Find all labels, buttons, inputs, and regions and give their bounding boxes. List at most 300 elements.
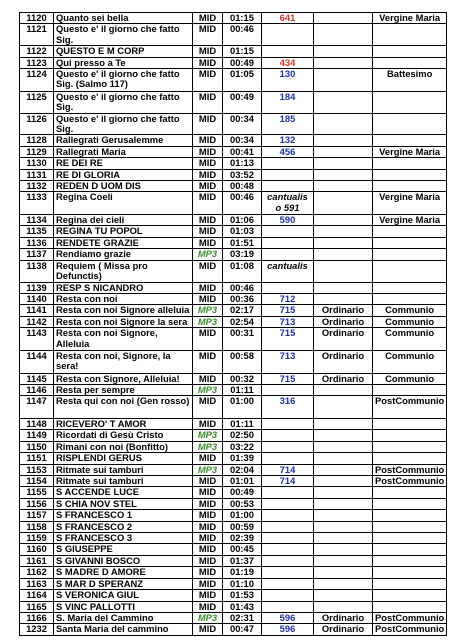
table-row bbox=[20, 384, 447, 395]
row-code: 1154 bbox=[20, 476, 54, 487]
row-number bbox=[262, 590, 314, 601]
row-duration: 00:41 bbox=[223, 146, 262, 157]
row-liturgy bbox=[373, 46, 447, 57]
table-row bbox=[20, 555, 447, 566]
row-category: Ordinario bbox=[314, 305, 373, 316]
row-title: Questo e' il giorno che fatto Sig. bbox=[54, 113, 193, 135]
row-duration: 01:15 bbox=[223, 46, 262, 57]
row-code: 1139 bbox=[20, 282, 54, 293]
row-liturgy bbox=[373, 441, 447, 452]
row-category bbox=[314, 158, 373, 169]
row-code: 1126 bbox=[20, 113, 54, 135]
table-row bbox=[20, 237, 447, 248]
table-row bbox=[20, 624, 447, 635]
row-number: 712 bbox=[262, 293, 314, 304]
row-type: MID bbox=[193, 521, 223, 532]
row-liturgy: Communio bbox=[373, 373, 447, 384]
row-title: QUESTO E M CORP bbox=[54, 46, 193, 57]
row-liturgy bbox=[373, 384, 447, 395]
row-type: MID bbox=[193, 113, 223, 135]
row-liturgy bbox=[373, 135, 447, 146]
row-type: MID bbox=[193, 373, 223, 384]
row-title: Questo e' il giorno che fatto Sig. bbox=[54, 91, 193, 113]
row-duration: 00:31 bbox=[223, 328, 262, 351]
row-duration: 01:01 bbox=[223, 476, 262, 487]
row-type: MID bbox=[193, 237, 223, 248]
row-category bbox=[314, 180, 373, 191]
row-code: 1164 bbox=[20, 590, 54, 601]
row-code: 1162 bbox=[20, 567, 54, 578]
row-liturgy bbox=[373, 510, 447, 521]
row-liturgy bbox=[373, 498, 447, 509]
row-code: 1165 bbox=[20, 601, 54, 612]
row-category bbox=[314, 521, 373, 532]
row-liturgy bbox=[373, 113, 447, 135]
row-type: MID bbox=[193, 601, 223, 612]
table-row bbox=[20, 57, 447, 68]
row-title: REGINA TU POPOL bbox=[54, 226, 193, 237]
row-number bbox=[262, 384, 314, 395]
song-rows bbox=[20, 13, 447, 636]
row-code: 1140 bbox=[20, 293, 54, 304]
row-title: Rallegrati Maria bbox=[54, 146, 193, 157]
row-number bbox=[262, 578, 314, 589]
row-title: Requiem ( Missa pro Defunctis) bbox=[54, 260, 193, 282]
row-duration: 00:34 bbox=[223, 113, 262, 135]
row-duration: 00:36 bbox=[223, 293, 262, 304]
row-category bbox=[314, 192, 373, 215]
row-liturgy bbox=[373, 578, 447, 589]
row-title: Regina Coeli bbox=[54, 192, 193, 215]
table-row bbox=[20, 169, 447, 180]
row-category bbox=[314, 578, 373, 589]
row-title: Qui presso a Te bbox=[54, 57, 193, 68]
row-title: S VINC PALLOTTI bbox=[54, 601, 193, 612]
row-title: RESP S NICANDRO bbox=[54, 282, 193, 293]
table-row bbox=[20, 464, 447, 475]
row-number: 715 bbox=[262, 373, 314, 384]
table-row bbox=[20, 180, 447, 191]
row-category bbox=[314, 91, 373, 113]
row-code: 1161 bbox=[20, 555, 54, 566]
row-duration: 02:50 bbox=[223, 430, 262, 441]
row-number bbox=[262, 158, 314, 169]
table-row bbox=[20, 510, 447, 521]
table-row bbox=[20, 453, 447, 464]
table-row bbox=[20, 487, 447, 498]
row-title: Resta per sempre bbox=[54, 384, 193, 395]
row-liturgy bbox=[373, 293, 447, 304]
row-code: 1158 bbox=[20, 521, 54, 532]
row-title: Resta qui con noi (Gen rosso) bbox=[54, 396, 193, 419]
row-liturgy: Communio bbox=[373, 305, 447, 316]
row-category bbox=[314, 533, 373, 544]
row-code: 1132 bbox=[20, 180, 54, 191]
row-number: 714 bbox=[262, 476, 314, 487]
row-duration: 00:46 bbox=[223, 282, 262, 293]
row-liturgy bbox=[373, 282, 447, 293]
row-duration: 01:15 bbox=[223, 13, 262, 24]
row-duration: 01:11 bbox=[223, 384, 262, 395]
row-title: RISPLENDI GERUS bbox=[54, 453, 193, 464]
row-title: S ACCENDE LUCE bbox=[54, 487, 193, 498]
row-code: 1159 bbox=[20, 533, 54, 544]
row-duration: 00:49 bbox=[223, 91, 262, 113]
table-row bbox=[20, 215, 447, 226]
row-number bbox=[262, 237, 314, 248]
row-duration: 00:53 bbox=[223, 498, 262, 509]
row-code: 1130 bbox=[20, 158, 54, 169]
row-category bbox=[314, 57, 373, 68]
row-duration: 02:17 bbox=[223, 305, 262, 316]
row-duration: 01:13 bbox=[223, 158, 262, 169]
row-category bbox=[314, 282, 373, 293]
row-duration: 01:10 bbox=[223, 578, 262, 589]
row-number bbox=[262, 521, 314, 532]
row-duration: 02:54 bbox=[223, 316, 262, 327]
row-number bbox=[262, 282, 314, 293]
row-category bbox=[314, 169, 373, 180]
row-duration: 02:04 bbox=[223, 464, 262, 475]
table-row bbox=[20, 441, 447, 452]
row-code: 1156 bbox=[20, 498, 54, 509]
row-duration: 00:49 bbox=[223, 487, 262, 498]
row-code: 1142 bbox=[20, 316, 54, 327]
row-type: MID bbox=[193, 419, 223, 430]
row-type: MID bbox=[193, 293, 223, 304]
row-number: 715 bbox=[262, 328, 314, 351]
row-title: REDEN D UOM DIS bbox=[54, 180, 193, 191]
row-liturgy bbox=[373, 555, 447, 566]
row-number bbox=[262, 510, 314, 521]
row-type: MP3 bbox=[193, 612, 223, 623]
row-liturgy bbox=[373, 260, 447, 282]
row-category bbox=[314, 510, 373, 521]
row-liturgy bbox=[373, 487, 447, 498]
row-liturgy bbox=[373, 521, 447, 532]
row-number bbox=[262, 430, 314, 441]
table-row bbox=[20, 46, 447, 57]
table-row bbox=[20, 476, 447, 487]
row-code: 1148 bbox=[20, 419, 54, 430]
row-number: 316 bbox=[262, 396, 314, 419]
row-code: 1137 bbox=[20, 249, 54, 260]
row-type: MID bbox=[193, 169, 223, 180]
row-category bbox=[314, 215, 373, 226]
table-row bbox=[20, 249, 447, 260]
row-liturgy bbox=[373, 91, 447, 113]
row-liturgy: Communio bbox=[373, 328, 447, 351]
row-duration: 01:00 bbox=[223, 396, 262, 419]
row-code: 1124 bbox=[20, 69, 54, 92]
table-row bbox=[20, 91, 447, 113]
row-liturgy: Communio bbox=[373, 316, 447, 327]
row-title: Quanto sei bella bbox=[54, 13, 193, 24]
row-duration: 01:19 bbox=[223, 567, 262, 578]
row-category bbox=[314, 464, 373, 475]
row-title: S MAR D SPERANZ bbox=[54, 578, 193, 589]
table-row bbox=[20, 282, 447, 293]
row-liturgy: Vergine Maria bbox=[373, 13, 447, 24]
table-row bbox=[20, 192, 447, 215]
row-liturgy bbox=[373, 237, 447, 248]
row-type: MID bbox=[193, 215, 223, 226]
row-liturgy: PostCommunio bbox=[373, 396, 447, 419]
row-code: 1163 bbox=[20, 578, 54, 589]
table-row bbox=[20, 69, 447, 92]
row-code: 1145 bbox=[20, 373, 54, 384]
row-number: 714 bbox=[262, 464, 314, 475]
table-row bbox=[20, 601, 447, 612]
row-type: MP3 bbox=[193, 316, 223, 327]
row-title: Resta con noi Signore alleluia bbox=[54, 305, 193, 316]
row-code: 1128 bbox=[20, 135, 54, 146]
table-row bbox=[20, 328, 447, 351]
row-title: Rendiamo grazie bbox=[54, 249, 193, 260]
row-number: 713 bbox=[262, 316, 314, 327]
row-category bbox=[314, 544, 373, 555]
row-title: Rimani con noi (Bonfitto) bbox=[54, 441, 193, 452]
row-title: Ritmate sui tamburi bbox=[54, 476, 193, 487]
row-category: Ordinario bbox=[314, 316, 373, 327]
row-liturgy bbox=[373, 544, 447, 555]
row-code: 1123 bbox=[20, 57, 54, 68]
row-type: MID bbox=[193, 91, 223, 113]
row-category bbox=[314, 237, 373, 248]
row-type: MID bbox=[193, 24, 223, 46]
row-type: MID bbox=[193, 180, 223, 191]
row-duration: 00:46 bbox=[223, 24, 262, 46]
table-row bbox=[20, 226, 447, 237]
row-category bbox=[314, 260, 373, 282]
row-number bbox=[262, 567, 314, 578]
row-number bbox=[262, 601, 314, 612]
row-duration: 00:59 bbox=[223, 521, 262, 532]
row-category bbox=[314, 146, 373, 157]
row-duration: 00:47 bbox=[223, 624, 262, 635]
row-type: MID bbox=[193, 226, 223, 237]
row-duration: 01:08 bbox=[223, 260, 262, 282]
row-title: RE DI GLORIA bbox=[54, 169, 193, 180]
row-category bbox=[314, 487, 373, 498]
row-category: Ordinario bbox=[314, 624, 373, 635]
row-title: RENDETE GRAZIE bbox=[54, 237, 193, 248]
row-title: Resta con noi, Signore, la sera! bbox=[54, 350, 193, 373]
row-number: 130 bbox=[262, 69, 314, 92]
row-type: MID bbox=[193, 192, 223, 215]
row-title: S FRANCESCO 3 bbox=[54, 533, 193, 544]
row-number bbox=[262, 419, 314, 430]
row-number: 434 bbox=[262, 57, 314, 68]
row-liturgy: PostCommunio bbox=[373, 464, 447, 475]
row-title: Rallegrati Gerusalemme bbox=[54, 135, 193, 146]
table-row bbox=[20, 158, 447, 169]
table-row bbox=[20, 146, 447, 157]
row-type: MID bbox=[193, 135, 223, 146]
row-category bbox=[314, 476, 373, 487]
row-code: 1134 bbox=[20, 215, 54, 226]
row-category: Ordinario bbox=[314, 328, 373, 351]
row-category bbox=[314, 249, 373, 260]
row-type: MID bbox=[193, 46, 223, 57]
row-type: MID bbox=[193, 260, 223, 282]
table-row bbox=[20, 430, 447, 441]
table-row bbox=[20, 590, 447, 601]
row-type: MID bbox=[193, 567, 223, 578]
row-liturgy bbox=[373, 590, 447, 601]
row-code: 1157 bbox=[20, 510, 54, 521]
row-type: MID bbox=[193, 510, 223, 521]
row-code: 1155 bbox=[20, 487, 54, 498]
row-liturgy bbox=[373, 453, 447, 464]
row-type: MID bbox=[193, 590, 223, 601]
row-category bbox=[314, 293, 373, 304]
song-table bbox=[19, 12, 447, 636]
row-liturgy bbox=[373, 419, 447, 430]
row-category bbox=[314, 226, 373, 237]
row-category: Ordinario bbox=[314, 350, 373, 373]
row-liturgy bbox=[373, 169, 447, 180]
row-title: RE DEI RE bbox=[54, 158, 193, 169]
row-liturgy bbox=[373, 24, 447, 46]
row-duration: 00:34 bbox=[223, 135, 262, 146]
row-number: 184 bbox=[262, 91, 314, 113]
row-number: cantualis bbox=[262, 260, 314, 282]
row-code: 1143 bbox=[20, 328, 54, 351]
row-type: MP3 bbox=[193, 249, 223, 260]
row-duration: 02:39 bbox=[223, 533, 262, 544]
row-duration: 01:00 bbox=[223, 510, 262, 521]
row-duration: 01:43 bbox=[223, 601, 262, 612]
row-category bbox=[314, 135, 373, 146]
row-number bbox=[262, 453, 314, 464]
row-liturgy: PostCommunio bbox=[373, 612, 447, 623]
row-liturgy bbox=[373, 249, 447, 260]
row-liturgy bbox=[373, 533, 447, 544]
row-duration: 03:19 bbox=[223, 249, 262, 260]
row-category bbox=[314, 419, 373, 430]
row-code: 1121 bbox=[20, 24, 54, 46]
row-number bbox=[262, 249, 314, 260]
row-title: Ricordati di Gesù Cristo bbox=[54, 430, 193, 441]
row-type: MP3 bbox=[193, 464, 223, 475]
row-type: MID bbox=[193, 453, 223, 464]
row-category bbox=[314, 498, 373, 509]
table-row bbox=[20, 24, 447, 46]
row-number bbox=[262, 555, 314, 566]
row-category bbox=[314, 567, 373, 578]
row-type: MP3 bbox=[193, 441, 223, 452]
row-code: 1153 bbox=[20, 464, 54, 475]
row-duration: 01:51 bbox=[223, 237, 262, 248]
row-category bbox=[314, 555, 373, 566]
row-title: S FRANCESCO 2 bbox=[54, 521, 193, 532]
row-type: MID bbox=[193, 476, 223, 487]
table-row bbox=[20, 13, 447, 24]
row-type: MID bbox=[193, 57, 223, 68]
row-number bbox=[262, 169, 314, 180]
table-row bbox=[20, 113, 447, 135]
row-type: MP3 bbox=[193, 305, 223, 316]
row-title: Questo e' il giorno che fatto Sig. (Salmo 117) bbox=[54, 69, 193, 92]
row-category bbox=[314, 113, 373, 135]
row-category bbox=[314, 453, 373, 464]
row-type: MID bbox=[193, 328, 223, 351]
row-liturgy: Battesimo bbox=[373, 69, 447, 92]
row-code: 1232 bbox=[20, 624, 54, 635]
row-duration: 01:05 bbox=[223, 69, 262, 92]
row-type: MID bbox=[193, 544, 223, 555]
row-code: 1135 bbox=[20, 226, 54, 237]
row-duration: 01:37 bbox=[223, 555, 262, 566]
row-code: 1150 bbox=[20, 441, 54, 452]
row-number bbox=[262, 498, 314, 509]
table-row bbox=[20, 396, 447, 419]
row-code: 1120 bbox=[20, 13, 54, 24]
row-type: MP3 bbox=[193, 384, 223, 395]
row-number: 713 bbox=[262, 350, 314, 373]
row-duration: 01:11 bbox=[223, 419, 262, 430]
row-liturgy bbox=[373, 158, 447, 169]
row-liturgy: Vergine Maria bbox=[373, 192, 447, 215]
row-code: 1146 bbox=[20, 384, 54, 395]
row-number: 185 bbox=[262, 113, 314, 135]
row-number bbox=[262, 180, 314, 191]
row-number: 596 bbox=[262, 612, 314, 623]
row-number: 132 bbox=[262, 135, 314, 146]
table-row bbox=[20, 578, 447, 589]
row-liturgy bbox=[373, 180, 447, 191]
row-duration: 00:45 bbox=[223, 544, 262, 555]
row-code: 1122 bbox=[20, 46, 54, 57]
row-liturgy: Vergine Maria bbox=[373, 146, 447, 157]
row-code: 1166 bbox=[20, 612, 54, 623]
row-number: 596 bbox=[262, 624, 314, 635]
row-title: S FRANCESCO 1 bbox=[54, 510, 193, 521]
row-number bbox=[262, 24, 314, 46]
row-number bbox=[262, 46, 314, 57]
row-title: S GIVANNI BOSCO bbox=[54, 555, 193, 566]
row-title: RICEVERO' T AMOR bbox=[54, 419, 193, 430]
table-row bbox=[20, 544, 447, 555]
row-category: Ordinario bbox=[314, 373, 373, 384]
row-type: MID bbox=[193, 578, 223, 589]
row-category bbox=[314, 46, 373, 57]
row-liturgy bbox=[373, 57, 447, 68]
row-title: Resta con Signore, Alleluia! bbox=[54, 373, 193, 384]
row-type: MID bbox=[193, 158, 223, 169]
row-category bbox=[314, 430, 373, 441]
row-category bbox=[314, 441, 373, 452]
row-title: S VERONICA GIUL bbox=[54, 590, 193, 601]
row-duration: 03:52 bbox=[223, 169, 262, 180]
row-duration: 02:31 bbox=[223, 612, 262, 623]
row-title: Resta con noi Signore, Alleluia bbox=[54, 328, 193, 351]
row-title: Resta con noi bbox=[54, 293, 193, 304]
row-category bbox=[314, 69, 373, 92]
row-number: 715 bbox=[262, 305, 314, 316]
row-category bbox=[314, 24, 373, 46]
row-number bbox=[262, 533, 314, 544]
table-row bbox=[20, 498, 447, 509]
row-code: 1125 bbox=[20, 91, 54, 113]
row-title: S MADRE D AMORE bbox=[54, 567, 193, 578]
row-title: Santa Maria del cammino bbox=[54, 624, 193, 635]
row-liturgy: PostCommunio bbox=[373, 476, 447, 487]
row-category bbox=[314, 396, 373, 419]
row-number bbox=[262, 226, 314, 237]
row-type: MID bbox=[193, 624, 223, 635]
